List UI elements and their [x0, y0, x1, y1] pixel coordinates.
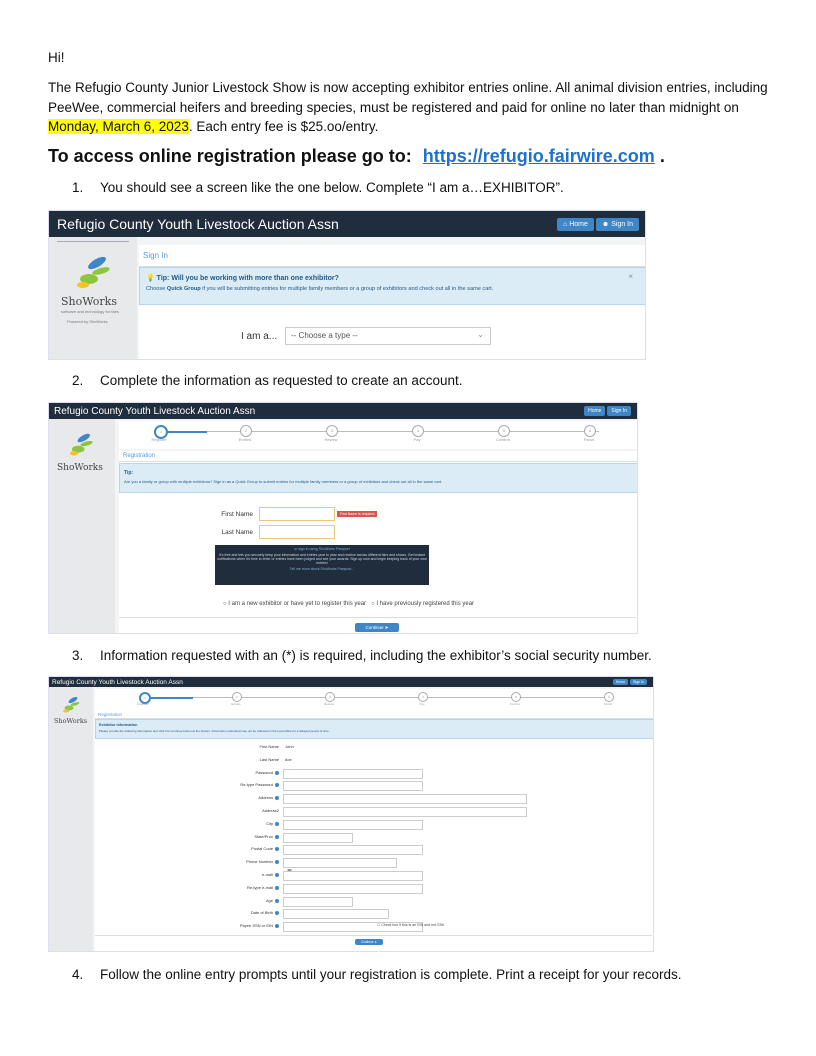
progress-step-circle: 1 — [139, 692, 151, 704]
first-name-input[interactable] — [259, 507, 335, 521]
progress-step-circle: 3 — [325, 692, 335, 702]
required-dot — [275, 924, 279, 928]
navbar — [49, 403, 637, 419]
progress-step-label: Confirm — [495, 437, 510, 442]
home-button[interactable]: Home — [584, 406, 605, 416]
home-button[interactable]: ⌂ Home — [557, 218, 594, 231]
field-label: Phone Number — [175, 859, 279, 864]
required-dot — [275, 873, 279, 877]
progress-step-circle: 2 — [232, 692, 242, 702]
field-input[interactable] — [283, 909, 389, 919]
app-title: Refugio County Youth Livestock Auction Assn — [52, 678, 183, 686]
field-label: Address2 — [262, 808, 279, 813]
brand-name: ShoWorks — [61, 295, 117, 308]
ein-checkbox[interactable]: ☐ Check box if this is an EIN and not SS# — [377, 923, 444, 927]
field-label: Re-type e-mail — [175, 885, 279, 890]
powered-by: Powered by ShoWorks — [67, 319, 108, 324]
passport-signin[interactable]: or sign in using ShoWorks Passport — [294, 547, 350, 551]
sidebar — [49, 237, 137, 359]
progress-step-label: Review — [324, 702, 334, 706]
greeting: Hi! — [48, 50, 65, 65]
last-name-label: Last Name — [221, 529, 253, 536]
field-input[interactable] — [283, 897, 353, 907]
registration-link[interactable]: https://refugio.fairwire.com — [422, 146, 655, 166]
intro-paragraph — [48, 78, 778, 137]
field-input[interactable] — [283, 871, 423, 881]
passport-text: It's free and lets you securely keep your information and entries year to year and receive across different fairs and shows. Get instant notifications when it's time to enter or entries have been judged and see your awards. Sign up now and begin keeping track of your own entries! — [217, 553, 427, 565]
tip-title: Tip: — [124, 470, 134, 476]
panel-title: Registration — [95, 711, 653, 719]
tip-box — [119, 463, 638, 493]
field-input[interactable] — [283, 769, 423, 779]
progress-step-label: Finish — [603, 702, 612, 706]
screenshot-register — [48, 402, 638, 634]
brand-name: ShoWorks — [57, 463, 103, 473]
app-title: Refugio County Youth Livestock Auction Assn — [54, 405, 256, 417]
tip-text: Are you a family or group with multiple exhibitors? Sign in as a Quick Group to submit entries for multiple family members or a group of exhibitors and check out all in the same cart. — [124, 479, 443, 484]
progress-step-label: Pay — [419, 702, 425, 706]
field-label: Password — [175, 770, 279, 775]
tip-title: 💡 Tip: Will you be working with more than one exhibitor? — [146, 275, 339, 282]
access-line — [48, 146, 665, 167]
progress-step-circle: 4 — [418, 692, 428, 702]
signin-button[interactable]: Sign In — [607, 406, 631, 416]
exhibitor-radio-group — [223, 601, 474, 607]
required-dot — [275, 783, 279, 787]
app-title: Refugio County Youth Livestock Auction Assn — [57, 216, 339, 232]
access-end: . — [659, 146, 665, 166]
progress-step-circle: 3 — [326, 425, 338, 437]
field-label: e-mail — [175, 872, 279, 877]
progress-bar — [119, 421, 637, 449]
progress-step-label: Entries — [231, 702, 241, 706]
info-box — [95, 719, 654, 739]
progress-step-circle: 4 — [412, 425, 424, 437]
progress-step-circle: 6 — [584, 425, 596, 437]
field-label: Age — [175, 898, 279, 903]
required-dot — [275, 847, 279, 851]
field-value: John — [285, 744, 294, 749]
progress-step-circle: 6 — [604, 692, 614, 702]
screenshot-exhibitor-info — [48, 676, 654, 952]
iam-label: I am a... — [241, 331, 278, 342]
brand-tagline: software and technology for fairs — [61, 309, 119, 314]
sidebar — [49, 419, 115, 633]
progress-step-label: Confirm — [509, 702, 521, 706]
intro-text-end: . Each entry fee is $25.oo/entry. — [188, 119, 379, 134]
progress-step-label: Review — [324, 437, 338, 442]
radio-previous[interactable]: ○ I have previously registered this year — [371, 601, 475, 607]
brand-name: ShoWorks — [54, 717, 88, 725]
continue-button[interactable]: Continue ➤ — [355, 623, 399, 632]
screenshot-signin — [48, 210, 646, 360]
field-label: City — [175, 821, 279, 826]
signin-button[interactable]: ☻ Sign In — [596, 218, 639, 231]
required-dot — [275, 860, 279, 864]
tip-box — [139, 267, 646, 305]
field-label: Re-type Password — [175, 782, 279, 787]
field-input[interactable] — [283, 820, 423, 830]
field-label: Payee SSN or EIN — [175, 923, 279, 928]
register-panel — [119, 451, 637, 633]
field-input[interactable] — [283, 845, 423, 855]
field-label: Date of Birth — [175, 910, 279, 915]
navbar — [49, 211, 645, 237]
showworks-logo — [61, 695, 81, 715]
field-input[interactable] — [283, 858, 397, 868]
tip-text: Choose Quick Group if you will be submitting entries for multiple family members or a group of exhibitors and check out all in the same cart. — [146, 286, 494, 292]
progress-step-circle: 5 — [511, 692, 521, 702]
passport-box — [215, 545, 429, 585]
required-dot — [275, 822, 279, 826]
progress-step-label: Register — [151, 437, 167, 442]
required-dot — [275, 796, 279, 800]
close-icon[interactable]: × — [628, 272, 633, 281]
progress-step-circle: 5 — [498, 425, 510, 437]
panel-title: Registration — [119, 451, 637, 462]
field-label: State/Prov — [175, 834, 279, 839]
step-4: 4. Follow the online entry prompts until your registration is complete. Print a receipt for your records. — [72, 967, 682, 982]
exhibitor-panel — [95, 711, 653, 951]
chevron-down-icon: ⌄ — [477, 330, 484, 339]
step-3: 3. Information requested with an (*) is required, including the exhibitor’s social security number. — [72, 648, 652, 663]
required-dot — [275, 771, 279, 775]
home-button[interactable]: Home — [613, 679, 628, 685]
signin-button[interactable]: Sign In — [630, 679, 647, 685]
field-value: doe — [285, 756, 292, 762]
progress-step-label: Entries — [238, 437, 252, 442]
signin-panel — [139, 245, 645, 359]
required-dot — [275, 886, 279, 890]
progress-bar — [95, 689, 653, 711]
sidebar — [49, 687, 93, 951]
field-label: Postal Code — [175, 846, 279, 851]
field-input[interactable] — [283, 833, 353, 843]
progress-step-circle: 2 — [240, 425, 252, 437]
field-label: First Name — [259, 744, 279, 749]
required-dot — [275, 911, 279, 915]
showworks-logo — [67, 431, 95, 459]
field-input[interactable] — [283, 884, 423, 894]
required-dot — [275, 899, 279, 903]
field-input[interactable] — [283, 781, 423, 791]
progress-step-label: Pay — [413, 437, 421, 442]
progress-step-circle: 1 — [154, 425, 168, 439]
field-label: Last Name — [259, 756, 279, 762]
first-name-label: First Name — [221, 511, 253, 518]
radio-new[interactable]: ○ I am a new exhibitor or have yet to register this year — [223, 601, 367, 607]
deadline-highlight: Monday, March 6, 2023 — [48, 119, 189, 134]
navbar — [49, 677, 653, 687]
access-text: To access online registration please go to: — [48, 146, 412, 166]
required-dot — [275, 835, 279, 839]
progress-step-label: Register — [137, 702, 149, 706]
continue-button[interactable]: Continue ➤ — [355, 939, 383, 945]
passport-more-link[interactable]: Tell me more about ShoWorks Passport... — [289, 567, 355, 571]
intro-text: The Refugio County Junior Livestock Show is now accepting exhibitor entries online. All animal division entries, including PeeWee, commercial heifers and breeding species, must be registered and paid for online no later than midnight on — [48, 80, 768, 115]
panel-title: Sign In — [139, 245, 645, 267]
last-name-input[interactable] — [259, 525, 335, 539]
step-1: 1. You should see a screen like the one below. Complete “I am a…EXHIBITOR”. — [72, 180, 564, 195]
field-label: Address — [175, 795, 279, 800]
first-name-error: First Name is required — [337, 511, 377, 517]
field-input[interactable] — [283, 794, 527, 804]
info-title: Exhibitor Information — [99, 723, 138, 727]
progress-step-label: Finish — [583, 437, 595, 442]
step-2: 2. Complete the information as requested to create an account. — [72, 373, 463, 388]
info-text: Please provide the following information and click the Continue button at the bottom. Information submitted may not be reflected in the local office for a delayed period of time. — [99, 729, 330, 733]
field-input[interactable] — [283, 807, 527, 817]
type-select[interactable]: -- Choose a type -- ⌄ — [285, 327, 491, 345]
showworks-logo — [73, 253, 113, 293]
